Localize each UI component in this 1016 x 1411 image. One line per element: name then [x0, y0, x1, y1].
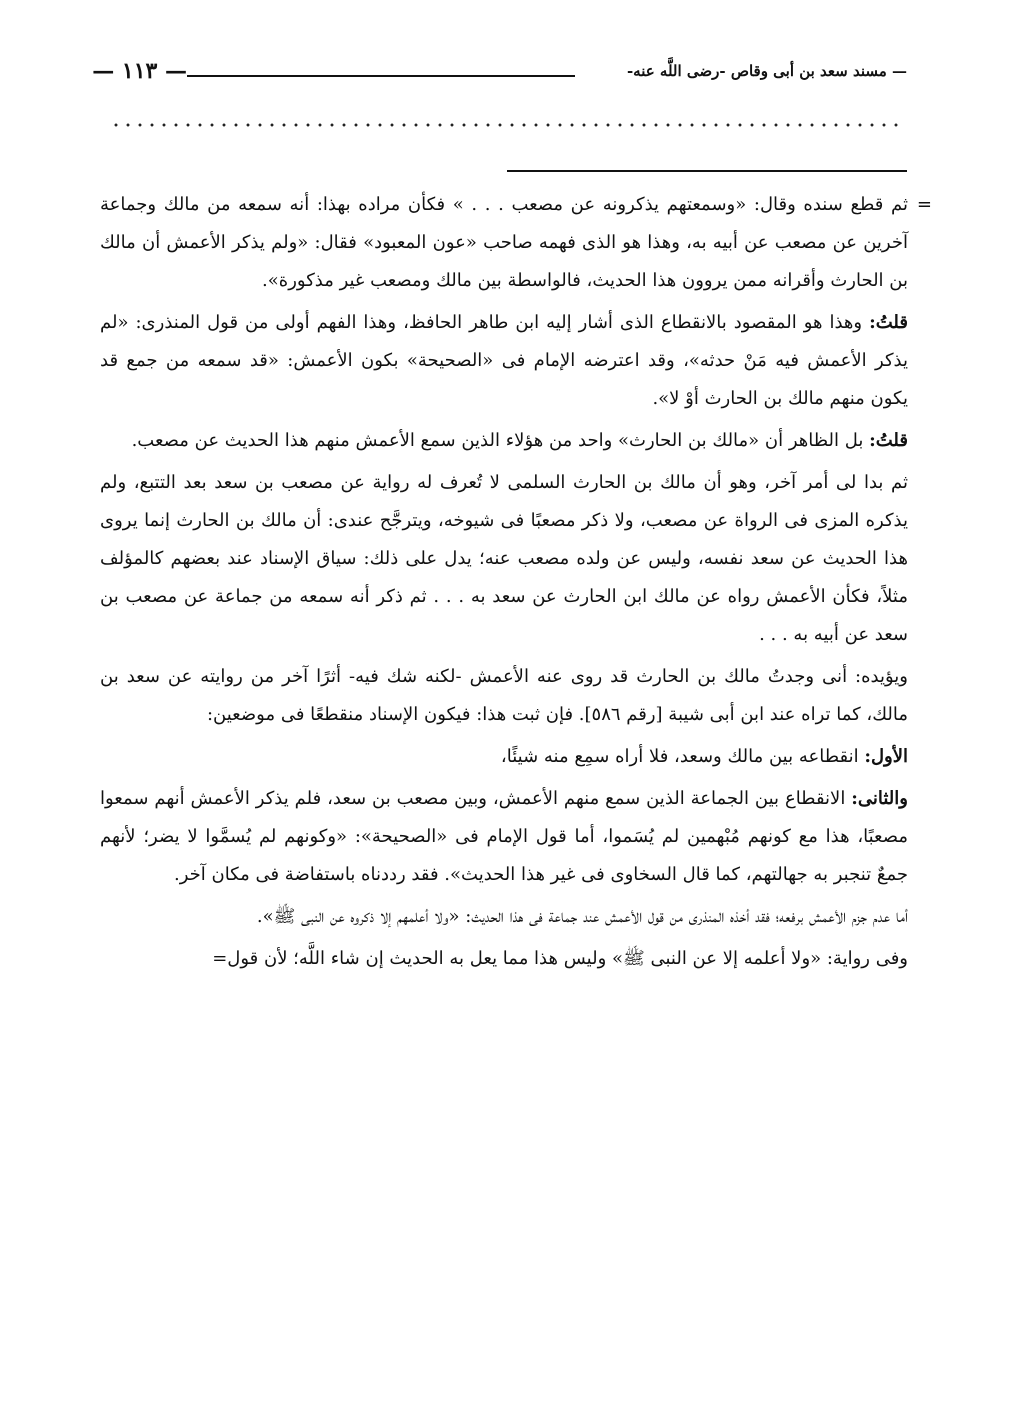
paragraph-lead: قلتُ:	[869, 430, 908, 451]
running-header	[92, 58, 907, 94]
paragraph-text: وفى رواية: «ولا أعلمه إلا عن النبى ﷺ» وليس هذا مما يعل به الحديث إن شاء اللَّه؛ لأن قول=	[212, 948, 908, 969]
paragraph	[100, 658, 908, 734]
paragraph-lead: قلتُ:	[869, 312, 908, 333]
paragraph	[100, 738, 908, 776]
page-number: — ١١٣ —	[92, 58, 187, 84]
header-rule	[187, 75, 575, 77]
dotted-divider	[110, 118, 900, 132]
paragraph-text: أما عدم جزم الأعمش برفعه؛ فقد أخذه المنذرى من قول الأعمش عند جماعة فى هذا الحديث: «ولا أعلمهم إلا ذكروه عن النبى ﷺ».	[256, 906, 908, 927]
page-number-value: ١١٣	[121, 58, 158, 84]
footnote-rule	[507, 170, 907, 172]
running-title: — مسند سعد بن أبى وقاص -رضى اللَّه عنه-	[626, 62, 907, 80]
paragraph	[100, 422, 908, 460]
continuation-marker: =	[916, 194, 932, 215]
paragraph	[100, 780, 908, 894]
body-text	[100, 186, 932, 982]
paragraph-text: ويؤيده: أنى وجدتُ مالك بن الحارث قد روى عنه الأعمش -لكنه شك فيه- أثرًا آخر من روايته عن سعد بن مالك، كما تراه عند ابن أبى شيبة [رقم ٥٨٦]. فإن ثبت هذا: فيكون الإسناد منقطعًا فى موضعين:	[100, 666, 908, 725]
paragraph-text: وهذا هو المقصود بالانقطاع الذى أشار إليه ابن طاهر الحافظ، وهذا الفهم أولى من قول المنذرى: «لم يذكر الأعمش فيه مَنْ حدثه»، وقد اعترضه الإمام فى «الصحيحة» بكون الأعمش: «قد سمعه من جمع قد يكون منهم مالك بن الحارث أوْ لا».	[100, 312, 908, 409]
paragraph	[100, 940, 908, 978]
paragraph	[100, 304, 908, 418]
running-title-text: مسند سعد بن أبى وقاص -رضى اللَّه عنه-	[626, 62, 887, 80]
paragraph	[100, 464, 908, 654]
paragraph-text: الانقطاع بين الجماعة الذين سمع منهم الأعمش، وبين مصعب بن سعد، فلم يذكر الأعمش أنهم سمعوا مصعبًا، هذا مع كونهم مُبْهمين لم يُسَموا، أما قول الإمام فى «الصحيحة»: «وكونهم لم يُسمَّوا لا يضر؛ لأنهم جمعٌ تنجبر به جهالتهم، كما قال السخاوى فى غير هذا الحديث». فقد رددناه باستفاضة فى مكان آخر.	[100, 788, 908, 885]
paragraph	[100, 898, 908, 936]
paragraph	[100, 186, 908, 300]
paragraph-lead: والثانى:	[851, 788, 908, 809]
paragraph-text: بل الظاهر أن «مالك بن الحارث» واحد من هؤلاء الذين سمع الأعمش منهم هذا الحديث عن مصعب.	[131, 430, 870, 451]
paragraph-text: انقطاعه بين مالك وسعد، فلا أراه سمِع منه شيئًا،	[500, 746, 865, 767]
paragraph-lead: الأول:	[864, 746, 908, 767]
paragraph-text: ثم قطع سنده وقال: «وسمعتهم يذكرونه عن مصعب . . . » فكأن مراده بهذا: أنه سمعه من مالك وجماعة آخرين عن مصعب عن أبيه به، وهذا هو الذى فهمه صاحب «عون المعبود» فقال: «ولم يذكر الأعمش أن مالك بن الحارث وأقرانه ممن يروون هذا الحديث، فالواسطة بين مالك ومصعب غير مذكورة».	[100, 194, 909, 291]
paragraph-text: ثم بدا لى أمر آخر، وهو أن مالك بن الحارث السلمى لا تُعرف له رواية عن مصعب بن سعد بعد التتبع، ولم يذكره المزى فى الرواة عن مصعب، ولا ذكر مصعبًا فى شيوخه، ويترجَّح عندى: أن مالك بن الحارث إنما يروى هذا الحديث عن سعد نفسه، وليس عن ولده مصعب عنه؛ يدل على ذلك: سياق الإسناد عند بعضهم كالمؤلف مثلاً، فكأن الأعمش رواه عن مالك ابن الحارث عن سعد به . . . ثم ذكر أنه سمعه من جماعة عن مصعب بن سعد عن أبيه به . . .	[100, 472, 909, 645]
